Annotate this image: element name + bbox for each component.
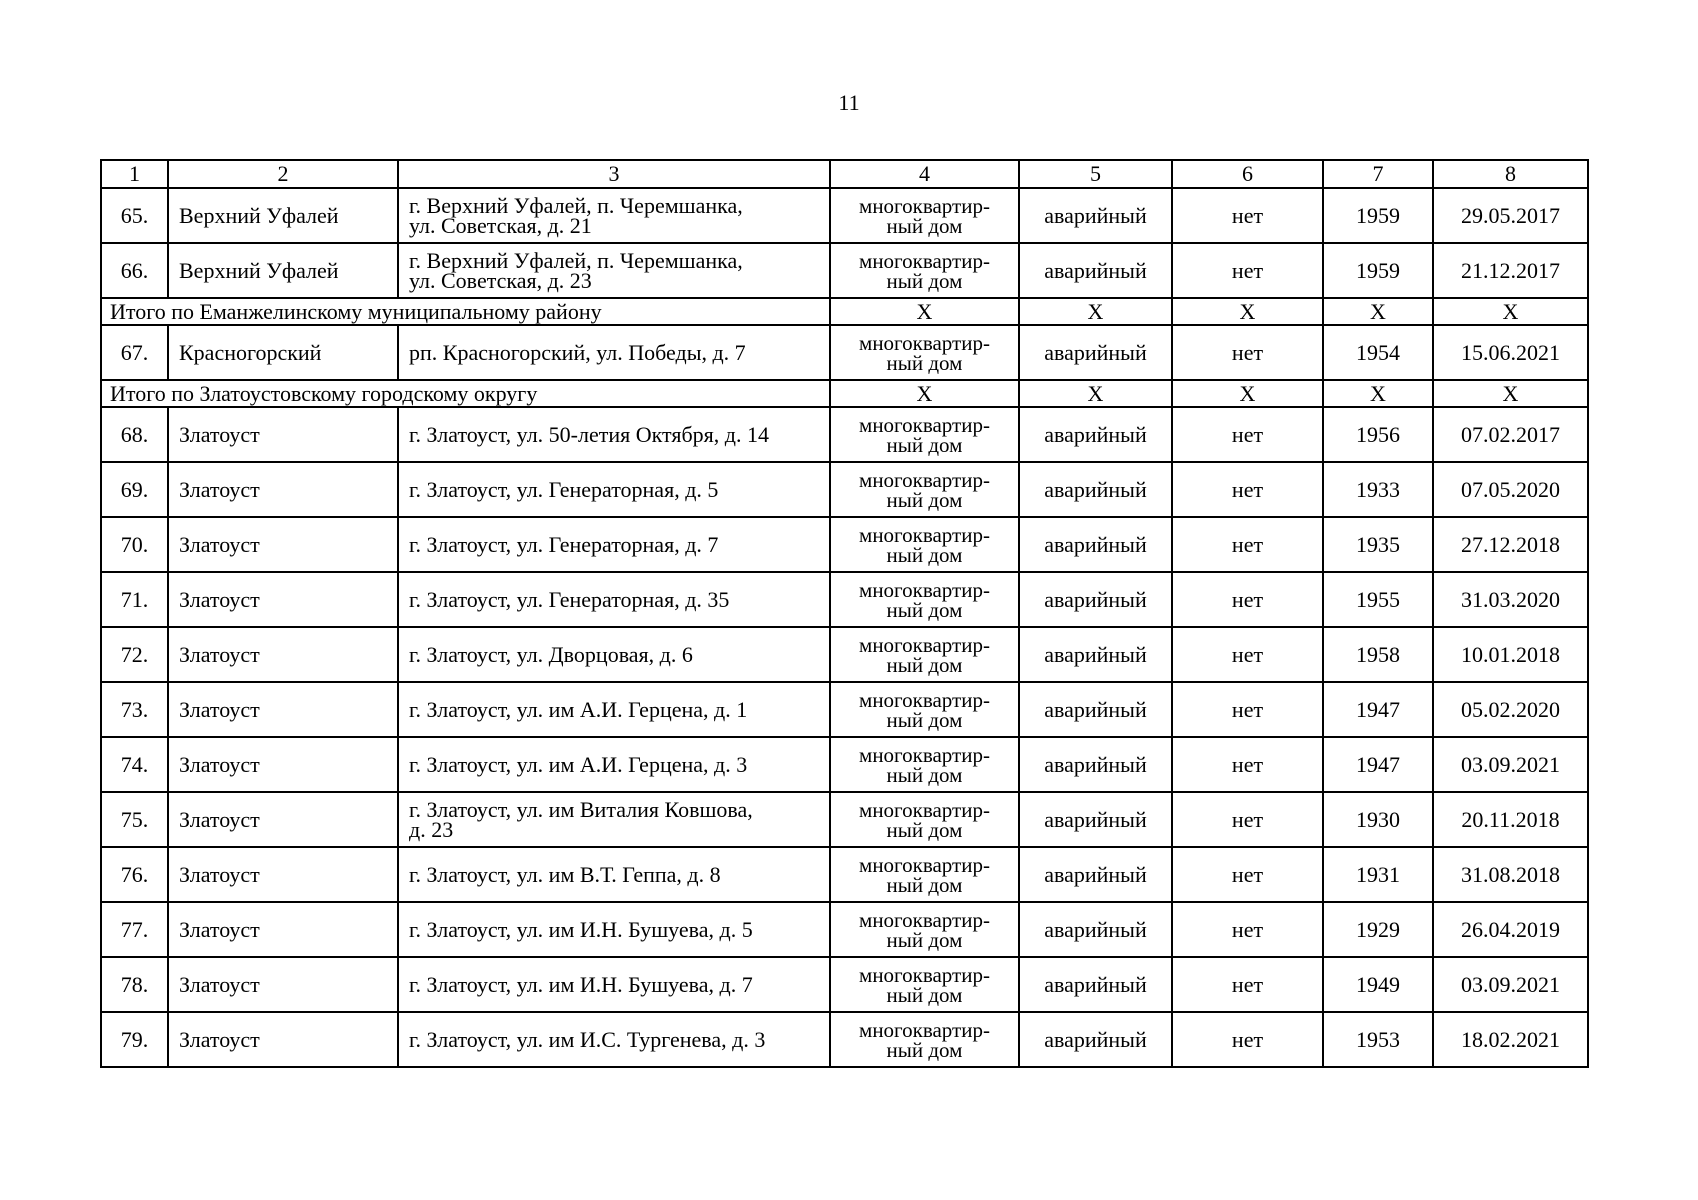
row-number: 72. xyxy=(101,627,168,682)
table-row xyxy=(101,682,1588,737)
row-number: 77. xyxy=(101,902,168,957)
year-cell: 1956 xyxy=(1323,407,1433,462)
column-number: 6 xyxy=(1172,160,1323,188)
address-line: г. Златоуст, ул. им И.С. Тургенева, д. 3 xyxy=(409,1026,766,1052)
subtotal-mark: X xyxy=(1019,298,1172,325)
date-cell: 31.03.2020 xyxy=(1433,572,1588,627)
subtotal-mark: X xyxy=(1172,380,1323,407)
date-cell: 05.02.2020 xyxy=(1433,682,1588,737)
building-type-cell xyxy=(830,682,1019,737)
row-number: 79. xyxy=(101,1012,168,1067)
address-line: г. Златоуст, ул. Генераторная, д. 5 xyxy=(409,476,719,502)
address-cell xyxy=(398,847,830,902)
table-row xyxy=(101,407,1588,462)
building-type-line: ный дом xyxy=(886,762,963,787)
building-type-line: многоквартир- xyxy=(859,687,990,712)
locality-cell: Златоуст xyxy=(168,462,398,517)
subtotal-label: Итого по Еманжелинскому муниципальному району xyxy=(101,298,830,325)
address-line: г. Златоуст, ул. им А.И. Герцена, д. 3 xyxy=(409,751,748,777)
date-cell: 26.04.2019 xyxy=(1433,902,1588,957)
address-cell xyxy=(398,737,830,792)
address-line: г. Златоуст, ул. им В.Т. Геппа, д. 8 xyxy=(409,861,721,887)
status-cell: аварийный xyxy=(1019,902,1172,957)
table-row xyxy=(101,188,1588,243)
table-row xyxy=(101,572,1588,627)
year-cell: 1947 xyxy=(1323,737,1433,792)
address-line: г. Златоуст, ул. им И.Н. Бушуева, д. 7 xyxy=(409,971,753,997)
address-cell xyxy=(398,792,830,847)
column-number: 7 xyxy=(1323,160,1433,188)
locality-cell: Златоуст xyxy=(168,682,398,737)
building-type-cell xyxy=(830,572,1019,627)
column-number: 8 xyxy=(1433,160,1588,188)
address-cell xyxy=(398,627,830,682)
locality-cell: Златоуст xyxy=(168,627,398,682)
table-row xyxy=(101,517,1588,572)
year-cell: 1959 xyxy=(1323,188,1433,243)
address-line: г. Златоуст, ул. им И.Н. Бушуева, д. 5 xyxy=(409,916,753,942)
date-cell: 27.12.2018 xyxy=(1433,517,1588,572)
address-line: г. Златоуст, ул. им Виталия Ковшова, xyxy=(409,796,753,822)
address-line: г. Верхний Уфалей, п. Черемшанка, xyxy=(409,247,743,273)
year-cell: 1958 xyxy=(1323,627,1433,682)
subtotal-mark: X xyxy=(1323,380,1433,407)
program-cell: нет xyxy=(1172,243,1323,298)
subtotal-mark: X xyxy=(1433,380,1588,407)
building-type-line: ный дом xyxy=(886,817,963,842)
date-cell: 31.08.2018 xyxy=(1433,847,1588,902)
row-number: 68. xyxy=(101,407,168,462)
building-type-line: ный дом xyxy=(886,927,963,952)
building-type-line: многоквартир- xyxy=(859,797,990,822)
building-type-line: ный дом xyxy=(886,487,963,512)
address-cell xyxy=(398,462,830,517)
building-type-cell xyxy=(830,462,1019,517)
building-type-line: многоквартир- xyxy=(859,1017,990,1042)
program-cell: нет xyxy=(1172,1012,1323,1067)
program-cell: нет xyxy=(1172,188,1323,243)
address-line: рп. Красногорский, ул. Победы, д. 7 xyxy=(409,339,746,365)
status-cell: аварийный xyxy=(1019,407,1172,462)
year-cell: 1947 xyxy=(1323,682,1433,737)
building-type-line: многоквартир- xyxy=(859,907,990,932)
date-cell: 15.06.2021 xyxy=(1433,325,1588,380)
locality-cell: Златоуст xyxy=(168,517,398,572)
locality-cell: Златоуст xyxy=(168,902,398,957)
building-type-line: многоквартир- xyxy=(859,577,990,602)
date-cell: 03.09.2021 xyxy=(1433,737,1588,792)
year-cell: 1929 xyxy=(1323,902,1433,957)
subtotal-mark: X xyxy=(1433,298,1588,325)
locality-cell: Златоуст xyxy=(168,792,398,847)
row-number: 65. xyxy=(101,188,168,243)
status-cell: аварийный xyxy=(1019,462,1172,517)
building-type-cell xyxy=(830,957,1019,1012)
address-cell xyxy=(398,572,830,627)
program-cell: нет xyxy=(1172,627,1323,682)
year-cell: 1949 xyxy=(1323,957,1433,1012)
year-cell: 1930 xyxy=(1323,792,1433,847)
locality-cell: Златоуст xyxy=(168,407,398,462)
date-cell: 07.02.2017 xyxy=(1433,407,1588,462)
column-number: 2 xyxy=(168,160,398,188)
column-number: 4 xyxy=(830,160,1019,188)
address-line: ул. Советская, д. 23 xyxy=(409,267,592,293)
table-body xyxy=(101,160,1588,1067)
date-cell: 07.05.2020 xyxy=(1433,462,1588,517)
program-cell: нет xyxy=(1172,902,1323,957)
status-cell: аварийный xyxy=(1019,572,1172,627)
program-cell: нет xyxy=(1172,517,1323,572)
building-type-line: ный дом xyxy=(886,1037,963,1062)
building-type-line: ный дом xyxy=(886,982,963,1007)
building-type-cell xyxy=(830,902,1019,957)
table-row xyxy=(101,243,1588,298)
status-cell: аварийный xyxy=(1019,737,1172,792)
building-type-cell xyxy=(830,325,1019,380)
subtotal-row xyxy=(101,298,1588,325)
row-number: 66. xyxy=(101,243,168,298)
status-cell: аварийный xyxy=(1019,792,1172,847)
building-type-cell xyxy=(830,517,1019,572)
address-line: г. Златоуст, ул. Генераторная, д. 7 xyxy=(409,531,719,557)
address-line: г. Златоуст, ул. Генераторная, д. 35 xyxy=(409,586,730,612)
year-cell: 1955 xyxy=(1323,572,1433,627)
building-type-line: ный дом xyxy=(886,872,963,897)
status-cell: аварийный xyxy=(1019,243,1172,298)
address-line: г. Златоуст, ул. 50-летия Октября, д. 14 xyxy=(409,421,769,447)
program-cell: нет xyxy=(1172,957,1323,1012)
address-cell xyxy=(398,957,830,1012)
status-cell: аварийный xyxy=(1019,1012,1172,1067)
column-number: 1 xyxy=(101,160,168,188)
building-type-line: ный дом xyxy=(886,707,963,732)
status-cell: аварийный xyxy=(1019,957,1172,1012)
program-cell: нет xyxy=(1172,682,1323,737)
year-cell: 1959 xyxy=(1323,243,1433,298)
address-line: г. Златоуст, ул. Дворцовая, д. 6 xyxy=(409,641,693,667)
year-cell: 1953 xyxy=(1323,1012,1433,1067)
building-type-line: многоквартир- xyxy=(859,522,990,547)
table-row xyxy=(101,627,1588,682)
table-row xyxy=(101,792,1588,847)
status-cell: аварийный xyxy=(1019,682,1172,737)
locality-cell: Верхний Уфалей xyxy=(168,243,398,298)
status-cell: аварийный xyxy=(1019,517,1172,572)
building-type-line: ный дом xyxy=(886,597,963,622)
date-cell: 21.12.2017 xyxy=(1433,243,1588,298)
building-type-line: ный дом xyxy=(886,652,963,677)
subtotal-label: Итого по Златоустовскому городскому округу xyxy=(101,380,830,407)
column-number: 5 xyxy=(1019,160,1172,188)
building-type-cell xyxy=(830,627,1019,682)
building-type-cell xyxy=(830,243,1019,298)
program-cell: нет xyxy=(1172,407,1323,462)
locality-cell: Златоуст xyxy=(168,1012,398,1067)
locality-cell: Златоуст xyxy=(168,572,398,627)
address-cell xyxy=(398,325,830,380)
status-cell: аварийный xyxy=(1019,847,1172,902)
subtotal-row xyxy=(101,380,1588,407)
table-row xyxy=(101,902,1588,957)
building-type-line: многоквартир- xyxy=(859,193,990,218)
column-number-row xyxy=(101,160,1588,188)
date-cell: 29.05.2017 xyxy=(1433,188,1588,243)
building-type-cell xyxy=(830,1012,1019,1067)
address-cell xyxy=(398,902,830,957)
row-number: 78. xyxy=(101,957,168,1012)
address-cell xyxy=(398,1012,830,1067)
program-cell: нет xyxy=(1172,462,1323,517)
column-number: 3 xyxy=(398,160,830,188)
building-type-line: ный дом xyxy=(886,350,963,375)
address-cell xyxy=(398,243,830,298)
building-type-line: многоквартир- xyxy=(859,742,990,767)
address-line: г. Верхний Уфалей, п. Черемшанка, xyxy=(409,192,743,218)
date-cell: 10.01.2018 xyxy=(1433,627,1588,682)
page-number: 11 xyxy=(838,90,860,115)
housing-table xyxy=(100,159,1589,1068)
building-type-line: многоквартир- xyxy=(859,632,990,657)
building-type-line: ный дом xyxy=(886,268,963,293)
locality-cell: Красногорский xyxy=(168,325,398,380)
address-line: г. Златоуст, ул. им А.И. Герцена, д. 1 xyxy=(409,696,748,722)
address-cell xyxy=(398,517,830,572)
year-cell: 1954 xyxy=(1323,325,1433,380)
address-cell xyxy=(398,682,830,737)
address-cell xyxy=(398,188,830,243)
address-cell xyxy=(398,407,830,462)
table-row xyxy=(101,737,1588,792)
table-row xyxy=(101,957,1588,1012)
program-cell: нет xyxy=(1172,847,1323,902)
building-type-line: многоквартир- xyxy=(859,412,990,437)
building-type-line: ный дом xyxy=(886,432,963,457)
building-type-line: ный дом xyxy=(886,213,963,238)
status-cell: аварийный xyxy=(1019,188,1172,243)
status-cell: аварийный xyxy=(1019,325,1172,380)
date-cell: 03.09.2021 xyxy=(1433,957,1588,1012)
building-type-line: многоквартир- xyxy=(859,467,990,492)
row-number: 69. xyxy=(101,462,168,517)
program-cell: нет xyxy=(1172,737,1323,792)
building-type-line: ный дом xyxy=(886,542,963,567)
status-cell: аварийный xyxy=(1019,627,1172,682)
building-type-line: многоквартир- xyxy=(859,852,990,877)
table-row xyxy=(101,462,1588,517)
date-cell: 20.11.2018 xyxy=(1433,792,1588,847)
locality-cell: Верхний Уфалей xyxy=(168,188,398,243)
locality-cell: Златоуст xyxy=(168,957,398,1012)
year-cell: 1931 xyxy=(1323,847,1433,902)
building-type-cell xyxy=(830,792,1019,847)
locality-cell: Златоуст xyxy=(168,847,398,902)
subtotal-mark: X xyxy=(1172,298,1323,325)
subtotal-mark: X xyxy=(830,298,1019,325)
building-type-line: многоквартир- xyxy=(859,248,990,273)
table-row xyxy=(101,1012,1588,1067)
row-number: 74. xyxy=(101,737,168,792)
subtotal-mark: X xyxy=(1323,298,1433,325)
row-number: 75. xyxy=(101,792,168,847)
subtotal-mark: X xyxy=(830,380,1019,407)
program-cell: нет xyxy=(1172,325,1323,380)
building-type-line: многоквартир- xyxy=(859,962,990,987)
building-type-cell xyxy=(830,407,1019,462)
address-line: д. 23 xyxy=(409,816,454,842)
year-cell: 1935 xyxy=(1323,517,1433,572)
table-row xyxy=(101,325,1588,380)
building-type-cell xyxy=(830,847,1019,902)
building-type-line: многоквартир- xyxy=(859,330,990,355)
building-type-cell xyxy=(830,188,1019,243)
address-line: ул. Советская, д. 21 xyxy=(409,212,592,238)
program-cell: нет xyxy=(1172,792,1323,847)
locality-cell: Златоуст xyxy=(168,737,398,792)
year-cell: 1933 xyxy=(1323,462,1433,517)
row-number: 67. xyxy=(101,325,168,380)
date-cell: 18.02.2021 xyxy=(1433,1012,1588,1067)
table-row xyxy=(101,847,1588,902)
building-type-cell xyxy=(830,737,1019,792)
subtotal-mark: X xyxy=(1019,380,1172,407)
program-cell: нет xyxy=(1172,572,1323,627)
row-number: 71. xyxy=(101,572,168,627)
row-number: 70. xyxy=(101,517,168,572)
row-number: 73. xyxy=(101,682,168,737)
row-number: 76. xyxy=(101,847,168,902)
